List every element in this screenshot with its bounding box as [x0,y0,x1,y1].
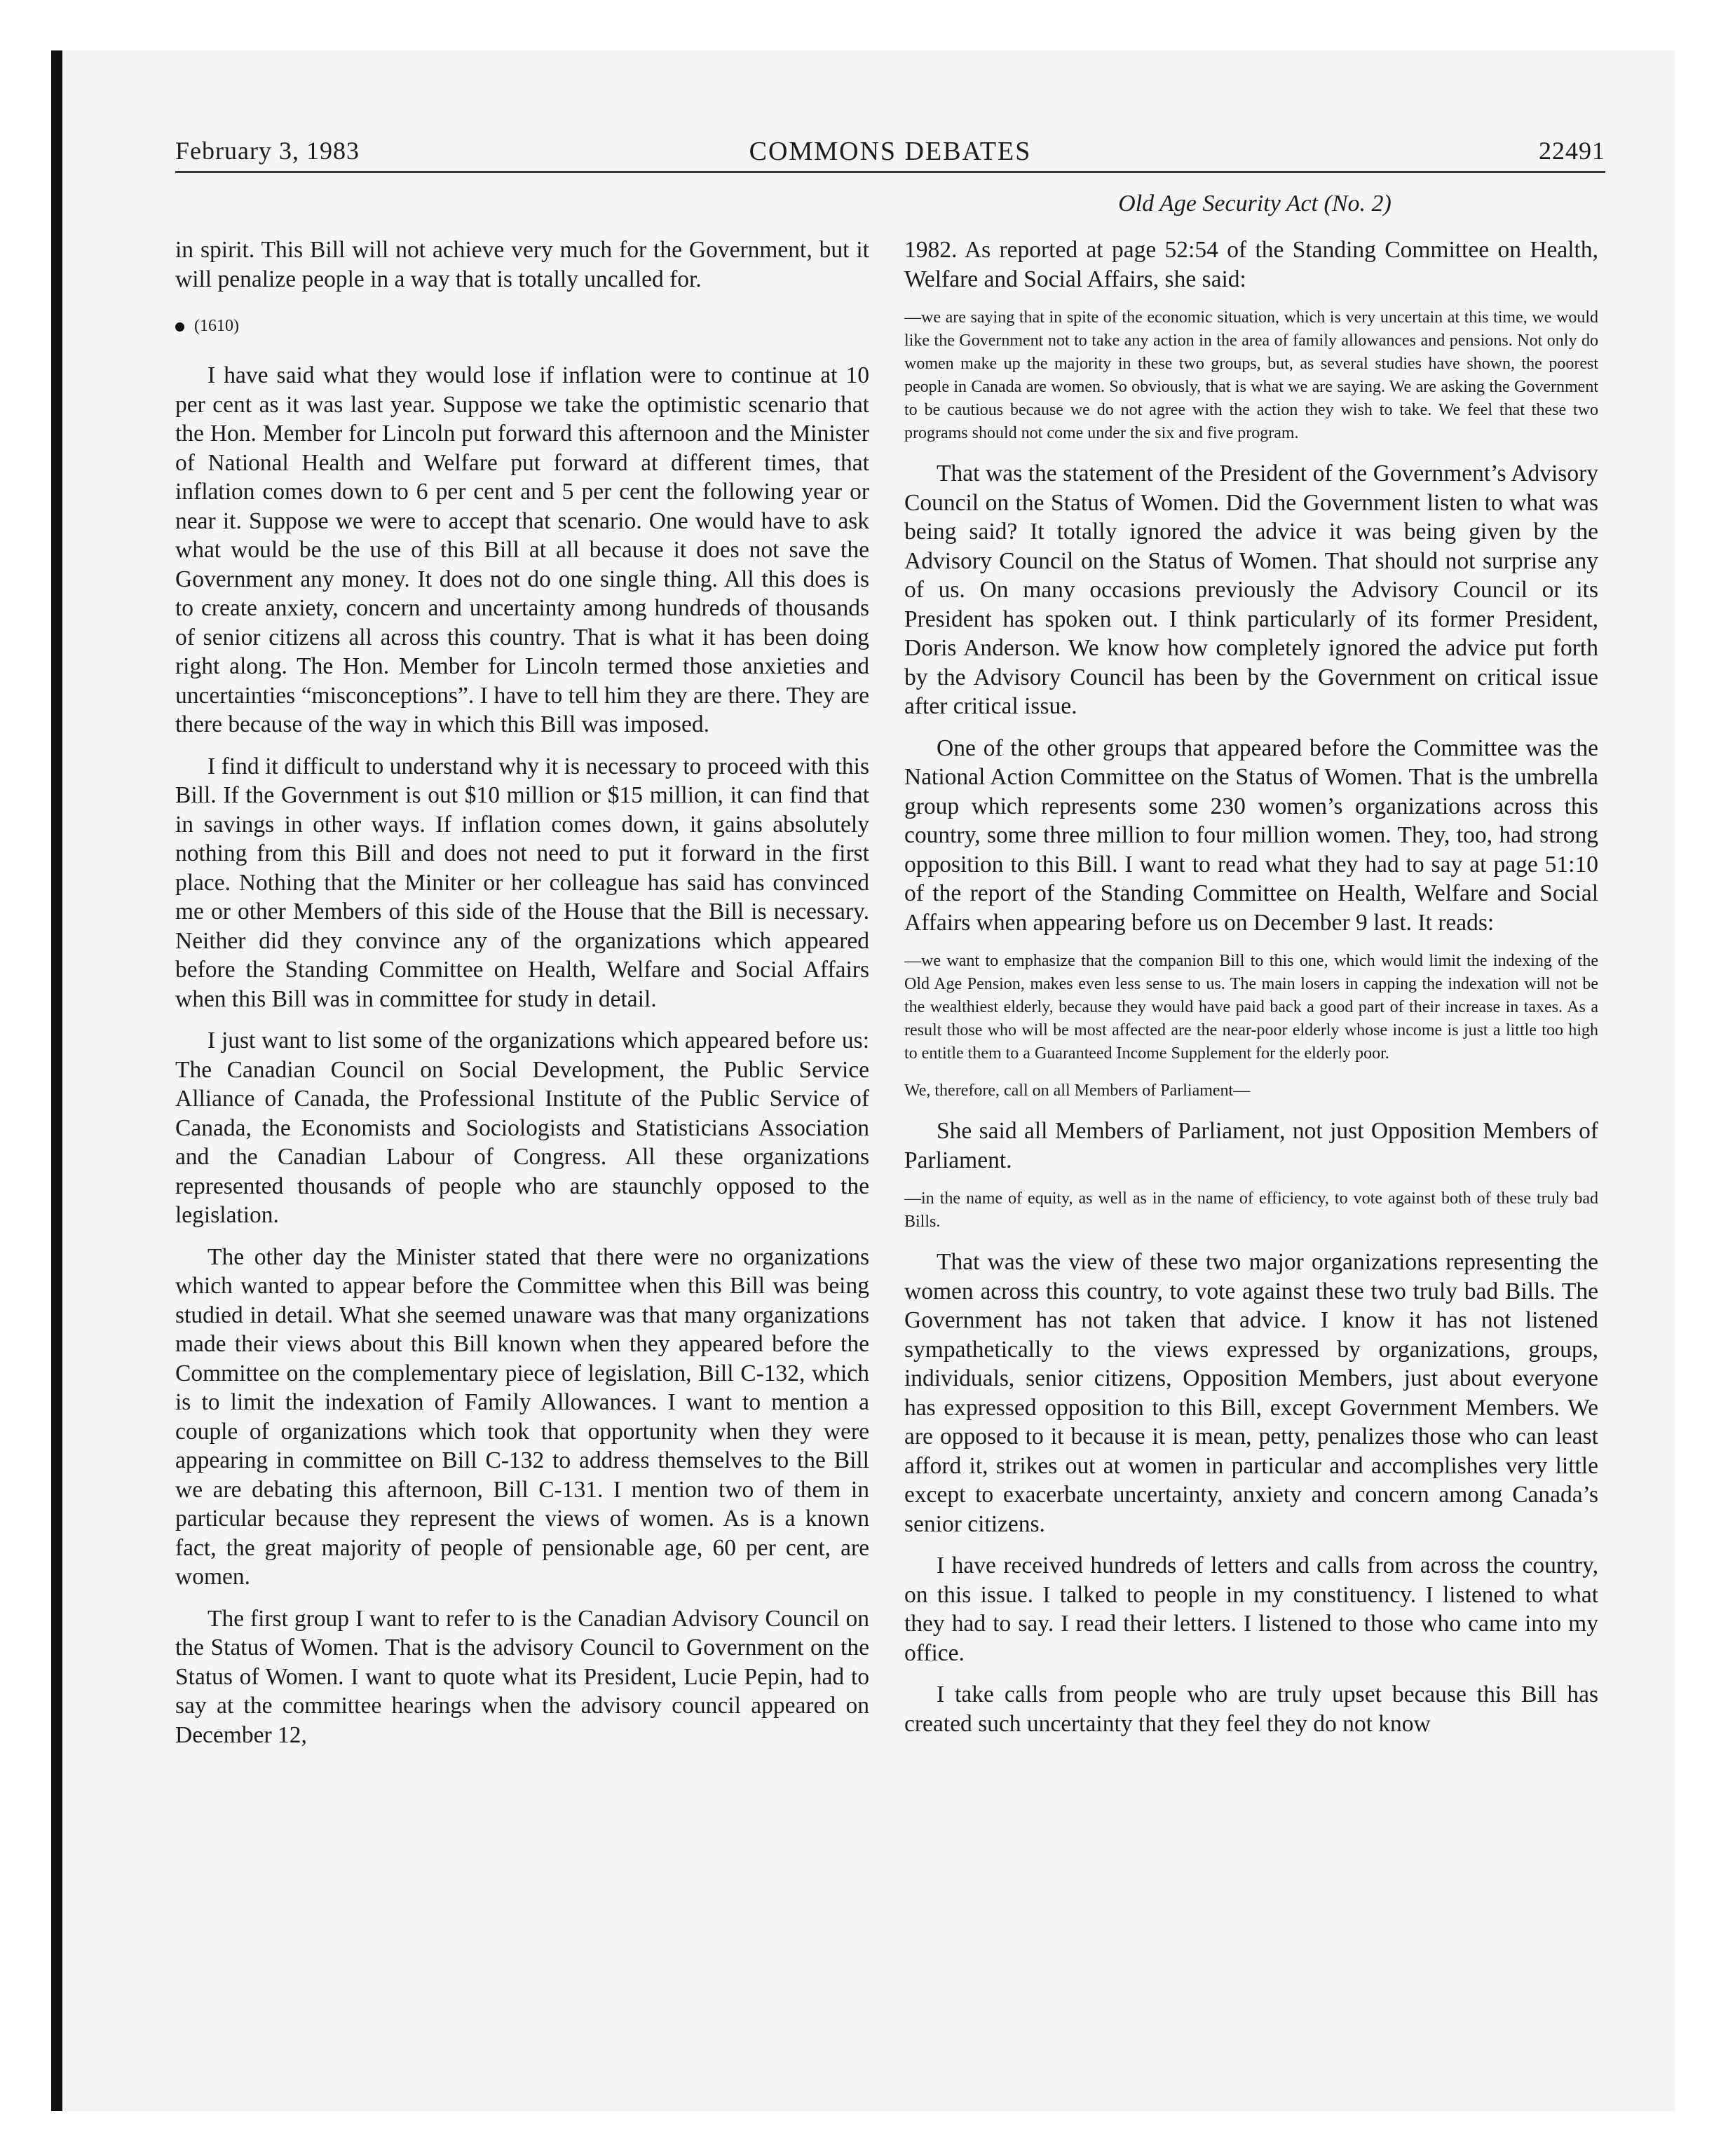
paragraph: I just want to list some of the organizations which appeared before us: The Canadian Council on Social Development, the Public Service Alliance of Canada, the Professional Institute of the Public Service of Canada, the Economists and Sociologists and Statisticians Association and the Canadian Labour of Congress. All these organizations represented thousands of people who are staunchly opposed to the legislation. [175,1028,869,1228]
block-quote: —we are saying that in spite of the economic situation, which is very uncertain at this time, we would like the Government not to take any action in the area of family allowances and pensions. Not only do women make up the majority in these two groups, but, as several studies have shown, the poorest people in Canada are women. So obviously, that is what we are saying. We are asking the Government to be cautious because we do not agree with the action they wish to take. We feel that these two programs should not come under the six and five program. [904,308,1598,442]
right-column [904,236,1598,2086]
section-subheading: Old Age Security Act (No. 2) [1118,191,1392,217]
paragraph: I find it difficult to understand why it is necessary to proceed with this Bill. If the Government is out $10 million or $15 million, it can find that in savings in other ways. If inflation comes down, it gains absolutely nothing from this Bill and does not need to put it forward in the first place. Nothing that the Miniter or her colleague has said has convinced me or other Members of this side of the House that the Bill is necessary. Neither did they convince any of the organizations which appeared before the Standing Committee on Health, Welfare and Social Affairs when this Bill was in committee for study in detail. [175,753,869,1012]
paragraph: in spirit. This Bill will not achieve very much for the Government, but it will penalize people in a way that is totally uncalled for. [175,237,869,292]
paragraph: I have said what they would lose if inflation were to continue at 10 per cent as it was last year. Suppose we take the optimistic scenario that the Hon. Member for Lincoln put forward this afternoon and the Minister of National Health and Welfare put forward at different times, that inflation comes down to 6 per cent and 5 per cent the following year or near it. Suppose we were to accept that scenario. One would have to ask what would be the use of this Bill at all because it does not save the Government any money. It does not do one single thing. All this does is to create anxiety, concern and uncertainty among hundreds of thousands of senior citizens all across this country. That is what it has been doing right along. The Hon. Member for Lincoln termed those anxieties and uncertainties “misconceptions”. I have to tell him they are there. They are there because of the way in which this Bill was imposed. [175,362,869,737]
block-quote: —we want to emphasize that the companion Bill to this one, which would limit the indexing of the Old Age Pension, makes even less sense to us. The main losers in capping the indexation will not be the wealthiest elderly, because they would have paid back a good part of their increase in taxes. As a result those who will be most affected are the near-poor elderly whose income is just a little too high to entitle them to a Guaranteed Income Supplement for the elderly poor. [904,952,1598,1063]
paragraph: She said all Members of Parliament, not just Opposition Members of Parliament. [904,1118,1598,1173]
paragraph: I take calls from people who are truly upset because this Bill has created such uncertainty that they feel they do not know [904,1681,1598,1737]
bullet-icon [175,322,184,332]
paragraph: I have received hundreds of letters and calls from across the country, on this issue. I talked to people in my constituency. I listened to what they had to say. I read their letters. I listened to those who came into my office. [904,1553,1598,1666]
block-quote: —in the name of equity, as well as in the name of efficiency, to vote against both of these truly bad Bills. [904,1189,1598,1231]
paragraph: That was the view of these two major organizations representing the women across this country, to vote against these two truly bad Bills. The Government has not taken that advice. I know it has not listened sympathetically to the views expressed by organizations, groups, individuals, senior citizens, Opposition Members, just about everyone has expressed opposition to this Bill, except Government Members. We are opposed to it because it is mean, petty, penalizes those who can least afford it, strikes out at women in particular and accomplishes very little except to exacerbate uncertainty, anxiety and concern among Canada’s senior citizens. [904,1249,1598,1537]
paragraph: 1982. As reported at page 52:54 of the Standing Committee on Health, Welfare and Social Affairs, she said: [904,237,1598,292]
time-marker [175,312,869,340]
paragraph: The other day the Minister stated that there were no organizations which wanted to appear before the Committee when this Bill was being studied in detail. What she seemed unaware was that many organizations made their views about this Bill known when they appeared before the Committee on the complementary piece of legislation, Bill C-132, which is to limit the indexation of Family Allowances. I want to mention a couple of organizations which took that opportunity when they were appearing in committee on Bill C-132 to address themselves to the Bill we are debating this afternoon, Bill C-131. I mention two of them in particular because they represent the views of women. As is a known fact, the great majority of people of pensionable age, 60 per cent, are women. [175,1243,869,1590]
header-rule [175,171,1605,173]
header-page-number: 22491 [1539,137,1605,165]
scan-edge-bar [51,50,62,2111]
time-marker-text: (1610) [194,317,239,335]
header-publication: COMMONS DEBATES [749,137,1032,166]
paragraph: One of the other groups that appeared before the Committee was the National Action Committee on the Status of Women. That is the umbrella group which represents some 230 women’s organizations across this country, some three million to four million women. They, too, had strong opposition to this Bill. I want to read what they had to say at page 51:10 of the report of the Standing Committee on Health, Welfare and Social Affairs when appearing before us on December 9 last. It reads: [904,735,1598,936]
running-header [175,136,1605,171]
left-column [175,236,869,2086]
paragraph: That was the statement of the President of the Government’s Advisory Council on the Status of Women. Did the Government listen to what was being said? It totally ignored the advice it was being given by the Advisory Council on the Status of Women. That should not surprise any of us. On many occasions previously the Advisory Council or its President has spoken out. I think particularly of its former President, Doris Anderson. We know how completely ignored the advice put forth by the Advisory Council has been by the Government on critical issue after critical issue. [904,460,1598,719]
block-quote: We, therefore, call on all Members of Parliament— [904,1082,1251,1100]
paragraph: The first group I want to refer to is the Canadian Advisory Council on the Status of Women. That is the advisory Council to Government on the Status of Women. I want to quote what its President, Lucie Pepin, had to say at the committee hearings when the advisory council appeared on December 12, [175,1605,869,1748]
header-date: February 3, 1983 [175,137,360,165]
